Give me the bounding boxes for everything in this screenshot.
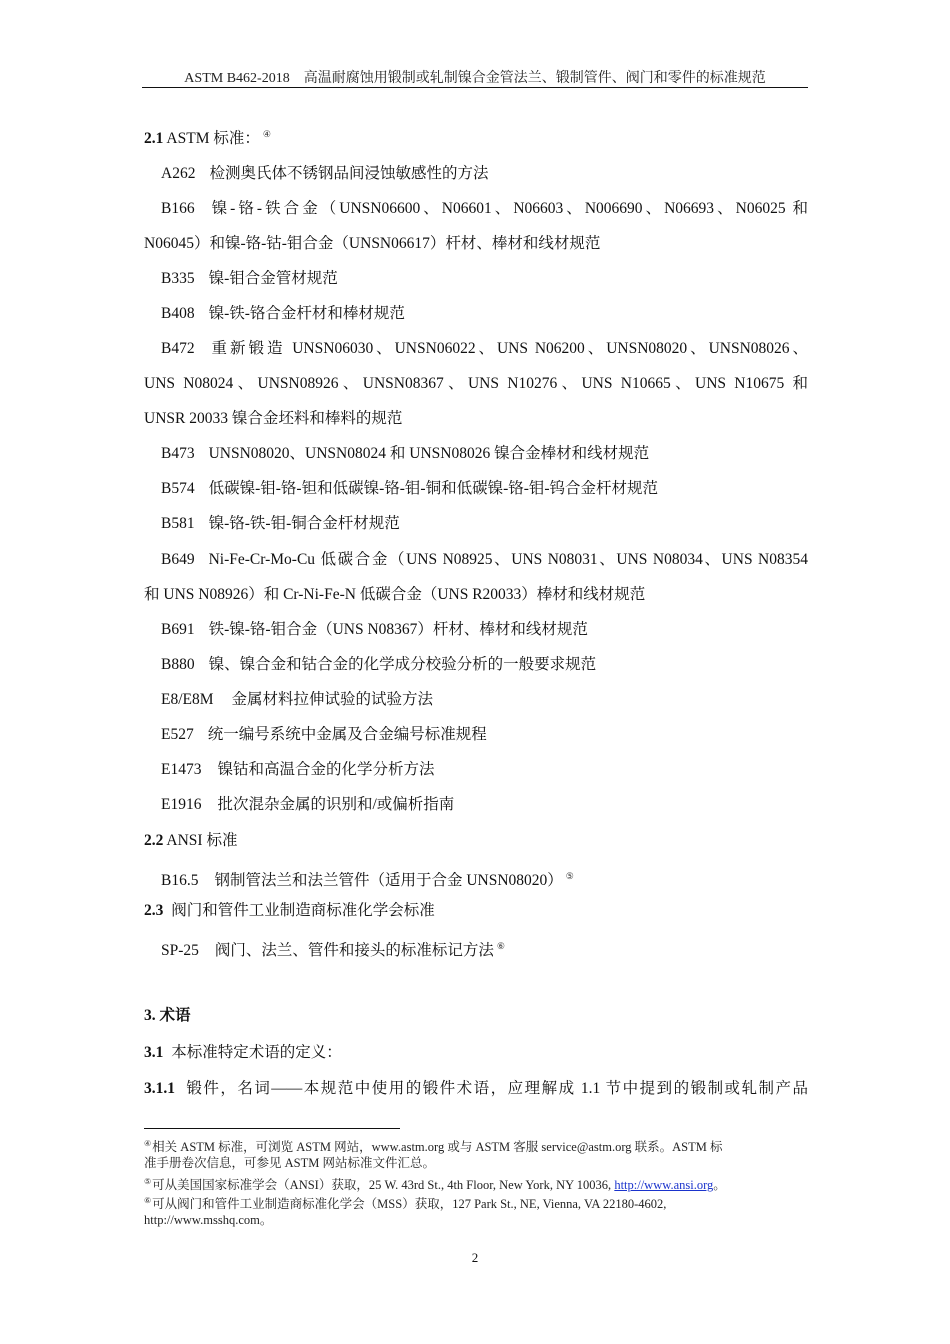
- footnote-rule: [144, 1128, 400, 1129]
- section-number: 3.1: [144, 1044, 164, 1061]
- ref-code: B691: [161, 621, 195, 638]
- ref-title-continued: N06045）和镍-铬-钴-钼合金（UNSN06617）杆材、棒材和线材规范: [144, 235, 601, 252]
- section-2-2-heading: [144, 831, 808, 851]
- footnote-text: 相关 ASTM 标准，可浏览 ASTM 网站，www.astm.org 或与 ASTM 客服 service@astm.org 联系。ASTM 标: [152, 1140, 723, 1155]
- running-header: ASTM B462-2018 高温耐腐蚀用锻制或轧制镍合金管法兰、锻制管件、阀门和零件的标准规范: [184, 71, 766, 86]
- ref-title: 钢制管法兰和法兰管件（适用于合金 UNSN08020）: [214, 872, 563, 890]
- footnote-mark: ⑤: [144, 1177, 152, 1186]
- ref-code: B16.5: [161, 872, 199, 890]
- ref-item: [161, 479, 808, 499]
- footnote-text: 可从美国国家标准学会（ANSI）获取，25 W. 43rd St., 4th Floor, New York, NY 10036,: [152, 1178, 615, 1193]
- page-number: 2: [471, 1250, 479, 1265]
- ref-item: [161, 199, 808, 219]
- ref-title: 统一编号系统中金属及合金编号标准规程: [207, 726, 487, 743]
- ref-item: [161, 339, 808, 359]
- ref-title: 金属材料拉伸试验的试验方法: [231, 691, 434, 708]
- ref-title: 低碳镍-钼-铬-钽和低碳镍-铬-钼-铜和低碳镍-铬-钼-钨合金杆材规范: [208, 480, 659, 497]
- ref-title: Ni-Fe-Cr-Mo-Cu 低碳合金（UNS N08925、UNS N08031、UNS N08034、UNS N08354: [208, 551, 808, 568]
- footnote-5: [144, 1174, 808, 1193]
- section-title: 阀门和管件工业制造商标准化学会标准: [171, 902, 435, 919]
- ref-code: E1473: [161, 761, 202, 778]
- ref-title-continued: UNS N08024、UNSN08926、UNSN08367、UNS N10276、UNS N10665、UNS N10675 和: [144, 375, 808, 392]
- ref-item: [161, 164, 808, 184]
- ref-code: SP-25: [161, 942, 199, 960]
- ref-item: [161, 269, 808, 289]
- ref-item: [161, 866, 808, 891]
- footnote-6: [144, 1193, 808, 1212]
- ref-item: [161, 620, 808, 640]
- section-3-heading: 3. 术语: [144, 1007, 191, 1024]
- ref-code: B473: [161, 445, 195, 462]
- footnote-text-end: 。: [713, 1178, 726, 1193]
- footnote-mark: ④: [144, 1139, 152, 1148]
- section-title: ANSI 标准: [166, 832, 238, 849]
- ref-title: 镍、镍合金和钴合金的化学成分校验分析的一般要求规范: [208, 656, 597, 673]
- ref-title: 批次混杂金属的识别和/或偏析指南: [217, 796, 455, 813]
- ref-item: [161, 550, 808, 570]
- section-number: 2.1: [144, 130, 164, 148]
- ref-item: [161, 444, 808, 464]
- section-2-3-heading: [144, 901, 808, 921]
- ref-code: B574: [161, 480, 195, 497]
- section-text: 本标准特定术语的定义：: [171, 1044, 342, 1061]
- ref-code: E1916: [161, 796, 202, 813]
- section-number: 3.1.1: [144, 1080, 175, 1097]
- ref-item: [161, 760, 808, 780]
- ref-code: B649: [161, 551, 195, 568]
- footnote-mark: ⑥: [144, 1196, 152, 1205]
- footnote-ref-6: ⑥: [496, 941, 505, 951]
- ref-title-continued: UNSR 20033 镍合金坯料和棒料的规范: [144, 410, 403, 427]
- ref-title: UNSN08020、UNSN08024 和 UNSN08026 镍合金棒材和线材规范: [208, 445, 650, 462]
- footnote-ref-4: ④: [262, 129, 271, 139]
- section-title: ASTM 标准：: [166, 130, 260, 148]
- ref-code: B335: [161, 270, 195, 287]
- section-3-1-1: [144, 1079, 808, 1099]
- ref-item: [161, 795, 808, 815]
- ref-title: 镍-铬-铁合金（UNSN06600、N06601、N06603、N006690、N06693、N06025 和: [208, 200, 808, 217]
- section-number: 2.2: [144, 832, 164, 849]
- ref-code: B581: [161, 515, 195, 532]
- ref-item: [161, 690, 808, 710]
- ref-title: 镍-铁-铬合金杆材和棒材规范: [208, 305, 405, 322]
- ref-item: [161, 514, 808, 534]
- ref-item: [161, 655, 808, 675]
- ref-code: B408: [161, 305, 195, 322]
- section-3-1: [144, 1043, 808, 1063]
- ref-code: E8/E8M: [161, 691, 214, 708]
- footnote-6-continued: http://www.msshq.com。: [144, 1213, 273, 1227]
- footnote-4: [144, 1136, 808, 1155]
- ref-title: 镍钴和高温合金的化学分析方法: [217, 761, 435, 778]
- ref-code: B880: [161, 656, 195, 673]
- section-2-1-heading: [144, 124, 808, 149]
- ref-code: E527: [161, 726, 194, 743]
- ref-title: 阀门、法兰、管件和接头的标准标记方法: [214, 942, 494, 960]
- footnote-text: 可从阀门和管件工业制造商标准化学会（MSS）获取，127 Park St., NE, Vienna, VA 22180-4602,: [152, 1197, 667, 1212]
- header-rule: [142, 87, 808, 88]
- ref-title: 检测奥氏体不锈钢品间浸蚀敏感性的方法: [209, 165, 489, 182]
- ref-item: [161, 304, 808, 324]
- ref-code: B472: [161, 340, 195, 357]
- ref-code: A262: [161, 165, 196, 182]
- ref-title-continued: 和 UNS N08926）和 Cr-Ni-Fe-N 低碳合金（UNS R20033）棒材和线材规范: [144, 586, 646, 603]
- ansi-link[interactable]: http://www.ansi.org: [614, 1178, 714, 1193]
- ref-item: [161, 936, 808, 961]
- ref-title: 重新锻造 UNSN06030、UNSN06022、UNS N06200、UNSN08020、UNSN08026、: [208, 340, 808, 357]
- ref-title: 铁-镍-铬-钼合金（UNS N08367）杆材、棒材和线材规范: [208, 621, 588, 638]
- footnote-ref-5: ⑤: [565, 871, 574, 881]
- footnote-4-continued: 准手册卷次信息，可参见 ASTM 网站标准文件汇总。: [144, 1156, 435, 1170]
- ref-title: 镍-钼合金管材规范: [208, 270, 338, 287]
- section-number: 2.3: [144, 902, 164, 919]
- ref-title: 镍-铬-铁-钼-铜合金杆材规范: [208, 515, 400, 532]
- ref-item: [161, 725, 808, 745]
- ref-code: B166: [161, 200, 195, 217]
- section-text: 锻件，名词——本规范中使用的锻件术语，应理解成 1.1 节中提到的锻制或轧制产品: [186, 1080, 809, 1097]
